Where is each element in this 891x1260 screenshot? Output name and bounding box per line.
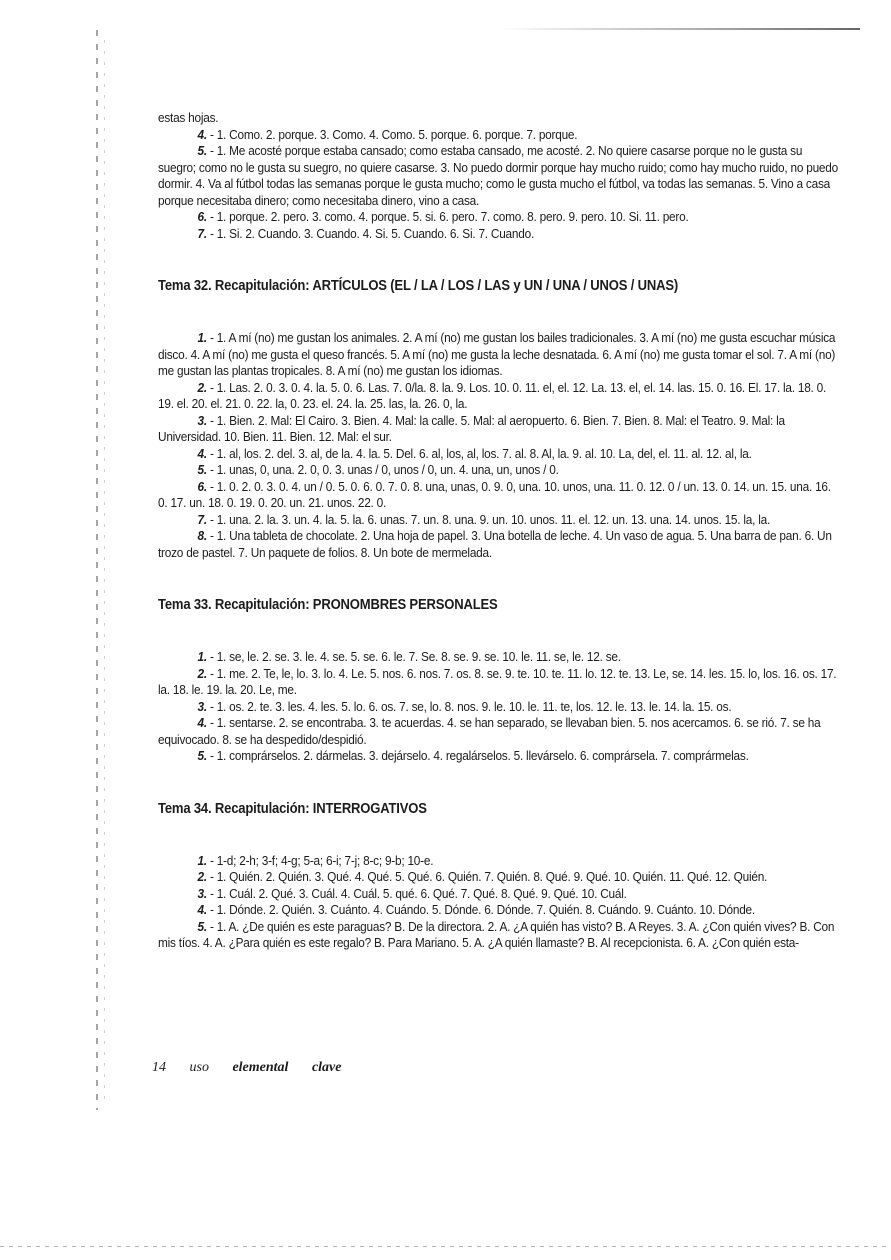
exercise-item: 4. - 1. sentarse. 2. se encontraba. 3. te acuerdas. 4. se han separado, se llevaban bien. 5. nos acercamos. 6. se rió. 7. se ha equivocado. 8. se ha despedido/despidió. — [158, 716, 821, 747]
exercise-item: 1. - 1. A mí (no) me gustan los animales. 2. A mí (no) me gustan los bailes tradicionales. 3. A mí (no) me gusta escuchar música disco. 4. A mí (no) me gusta el queso francés. 5. A mí (no) me gusta la leche desnatada. 6. A mí (no) me gusta tomar el sol. 7. A mí (no) me gustan las plantas tropicales. 8. A mí (no) me gustan los idiomas. — [158, 331, 836, 378]
exercise-item: 7. - 1. una. 2. la. 3. un. 4. la. 5. la. 6. unas. 7. un. 8. una. 9. un. 10. unos. 11. el. 12. un. 13. una. 14. unos. 15. la, la. — [197, 512, 771, 527]
scan-edge-top — [500, 28, 860, 30]
exercise-item: 1. - 1-d; 2-h; 3-f; 4-g; 5-a; 6-i; 7-j; 8-c; 9-b; 10-e. — [197, 853, 434, 868]
page-content — [158, 110, 842, 952]
scan-edge-bottom — [0, 1246, 891, 1247]
exercise-item: 8. - 1. Una tableta de chocolate. 2. Una hoja de papel. 3. Una botella de leche. 4. Un vaso de agua. 5. Una barra de pan. 6. Un trozo de pastel. 7. Un paquete de folios. 8. Un bote de mermelada. — [158, 529, 832, 560]
exercise-item: 3. - 1. Bien. 2. Mal: El Cairo. 3. Bien. 4. Mal: la calle. 5. Mal: al aeropuerto. 6. Bien. 7. Bien. 8. Mal: el Teatro. 9. Mal: la Universidad. 10. Bien. 11. Bien. 12. Mal: el sur. — [158, 413, 785, 444]
section-title: Tema 33. Recapitulación: PRONOMBRES PERSONALES — [158, 597, 498, 613]
exercise-item: 5. - 1. comprárselos. 2. dármelas. 3. dejárselo. 4. regalárselos. 5. llevárselo. 6. comprársela. 7. comprármelas. — [197, 749, 749, 763]
series-name-uso: uso — [189, 1060, 209, 1075]
section-heading-tema32 — [158, 278, 842, 294]
intro-line: estas hojas. — [158, 111, 219, 125]
exercise-item: 5. - 1. Me acosté porque estaba cansado; como estaba cansado, me acosté. 2. No quiere casarse porque no le gusta su suegro; como no le gusta su suegro, no quiere casarse. 3. No puedo dormir porque hay mucho ruido; como hay mucho ruido, no puedo dormir. 4. Va al fútbol todas las semanas porque le gusta mucho; como le gusta mucho el fútbol, va todas las semanas. 5. Vino a casa porque necesitaba dinero; como necesitaba dinero, vino a casa. — [158, 144, 838, 208]
section-tema32 — [158, 330, 842, 561]
page-footer — [152, 1060, 361, 1076]
exercise-item: 1. - 1. se, le. 2. se. 3. le. 4. se. 5. se. 6. le. 7. Se. 8. se. 9. se. 10. le. 11. se, le. 12. se. — [197, 650, 621, 664]
series-name-elemental: elemental — [232, 1060, 289, 1075]
section-tema34 — [158, 853, 842, 952]
exercise-item: 5. - 1. unas, 0, una. 2. 0, 0. 3. unas / 0, unos / 0, un. 4. una, un, unos / 0. — [197, 463, 559, 477]
exercise-item: 4. - 1. Como. 2. porque. 3. Como. 4. Como. 5. porque. 6. porque. 7. porque. — [197, 127, 578, 142]
block-continued-answers — [158, 127, 842, 243]
exercise-item: 3. - 1. os. 2. te. 3. les. 4. les. 5. lo. 6. os. 7. se, lo. 8. nos. 9. le. 10. le. 11. te, los. 12. le. 13. le. 14. la. 15. os. — [197, 699, 732, 714]
section-heading-tema34 — [158, 801, 842, 817]
exercise-item: 7. - 1. Si. 2. Cuando. 3. Cuando. 4. Si. 5. Cuando. 6. Si. 7. Cuando. — [197, 226, 535, 241]
section-title: Tema 32. Recapitulación: ARTÍCULOS (EL / LA / LOS / LAS y UN / UNA / UNOS / UNAS) — [158, 278, 679, 294]
exercise-item: 5. - 1. A. ¿De quién es este paraguas? B. De la directora. 2. A. ¿A quién has visto? B. A Reyes. 3. A. ¿Con quién vives? B. Con mis tíos. 4. A. ¿Para quién es este regalo? B. Para Mariano. 5. A. ¿A quién llamaste? B. Al recepcionista. 6. A. ¿Con quién esta- — [158, 919, 835, 950]
scan-edge-left-inner — [104, 40, 105, 1100]
exercise-item: 6. - 1. 0. 2. 0. 3. 0. 4. un / 0. 5. 0. 6. 0. 7. 0. 8. una, unas, 0. 9. 0, una. 10. unos, una. 11. 0. 12. 0 / un. 13. 0. 14. un. 15. una. 16. 0. 17. un. 18. 0. 19. 0. 20. un. 21. unos. 22. 0. — [158, 479, 831, 510]
section-tema33 — [158, 649, 842, 765]
scan-edge-left — [96, 30, 98, 1110]
section-title: Tema 34. Recapitulación: INTERROGATIVOS — [158, 800, 427, 817]
exercise-item: 2. - 1. me. 2. Te, le, lo. 3. lo. 4. Le. 5. nos. 6. nos. 7. os. 8. se. 9. te. 10. te. 11. lo. 12. te. 13. Le, se. 14. les. 15. lo, los. 16. os. 17. la. 18. le. 19. la. 20. Le, me. — [158, 666, 837, 697]
exercise-item: 6. - 1. porque. 2. pero. 3. como. 4. porque. 5. si. 6. pero. 7. como. 8. pero. 9. pero. 10. Si. 11. pero. — [197, 210, 689, 224]
page-number: 14 — [152, 1060, 166, 1075]
series-name-clave: clave — [311, 1060, 342, 1075]
exercise-item: 2. - 1. Las. 2. 0. 3. 0. 4. la. 5. 0. 6. Las. 7. 0/la. 8. la. 9. Los. 10. 0. 11. el, el. 12. La. 13. el, el. 14. las. 15. 0. 16. El. 17. la. 18. 0. 19. el. 20. el. 21. 0. 22. la, 0. 23. el. 24. la. 25. las, la. 26. 0, la. — [158, 380, 827, 411]
exercise-item: 3. - 1. Cuál. 2. Qué. 3. Cuál. 4. Cuál. 5. qué. 6. Qué. 7. Qué. 8. Qué. 9. Qué. 10. Cuál. — [197, 886, 627, 901]
exercise-item: 4. - 1. al, los. 2. del. 3. al, de la. 4. la. 5. Del. 6. al, los, al, los. 7. al. 8. Al, la. 9. al. 10. La, del, el. 11. al. 12. al, la. — [197, 446, 752, 461]
section-heading-tema33 — [158, 597, 842, 613]
exercise-item: 2. - 1. Quién. 2. Quién. 3. Qué. 4. Qué. 5. Qué. 6. Quién. 7. Quién. 8. Qué. 9. Qué. 10. Quién. 11. Qué. 12. Quién. — [197, 870, 768, 884]
exercise-item: 4. - 1. Dónde. 2. Quién. 3. Cuánto. 4. Cuándo. 5. Dónde. 6. Dónde. 7. Quién. 8. Cuándo. 9. Cuánto. 10. Dónde. — [197, 903, 755, 917]
